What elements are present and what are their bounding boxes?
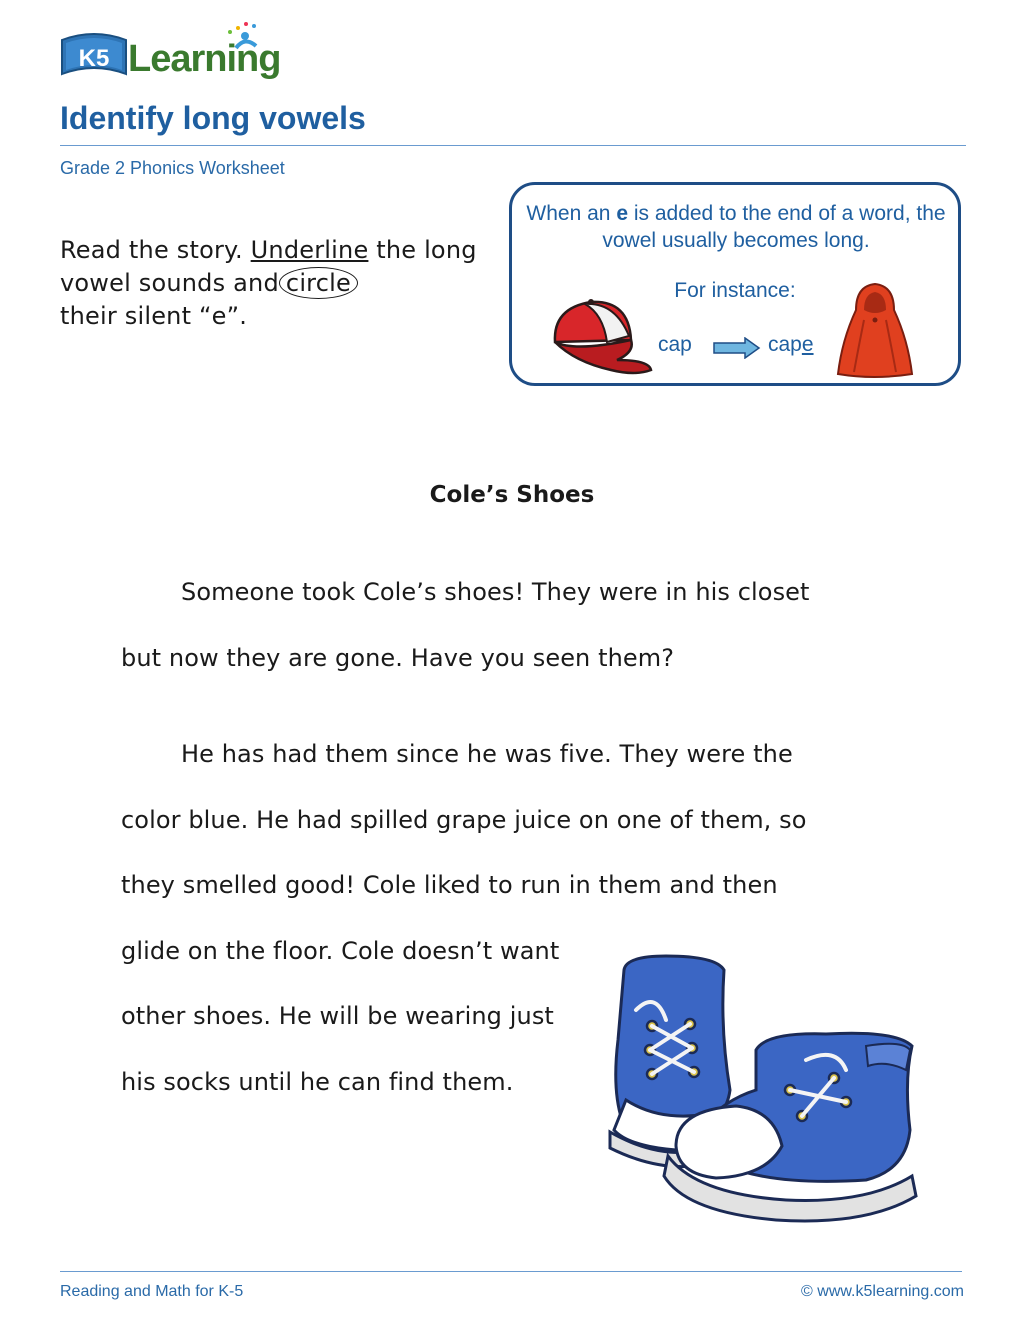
story-line: other shoes. He will be wearing just	[121, 1002, 554, 1030]
page-subtitle: Grade 2 Phonics Worksheet	[60, 158, 285, 178]
instructions-circle-word: circle	[279, 267, 358, 299]
story-line: they smelled good! Cole liked to run in them and then	[121, 871, 778, 899]
story-line: glide on the floor. Cole doesn’t want	[121, 937, 560, 965]
example-word-cape	[768, 333, 814, 357]
right-arrow-icon	[713, 337, 761, 359]
instructions-text-2: the long vowel sounds and	[60, 236, 477, 297]
story-line: his socks until he can find them.	[121, 1068, 514, 1096]
instructions	[60, 234, 480, 333]
rule-text-end: is added to the end of a word, the vowel usually becomes long.	[602, 202, 946, 252]
story-title: Cole’s Shoes	[429, 482, 595, 508]
title-divider	[60, 145, 966, 146]
logo-text: Learning	[128, 38, 281, 80]
for-instance-label: For instance:	[674, 279, 796, 302]
rule-e-letter: e	[616, 202, 628, 225]
story-line: but now they are gone. Have you seen them?	[121, 644, 675, 672]
rule-text-start: When an	[526, 202, 617, 225]
story-line: He has had them since he was five. They were the	[181, 740, 793, 768]
logo-badge-text: K5	[78, 45, 110, 72]
example-word-cap: cap	[658, 333, 692, 356]
story-line: color blue. He had spilled grape juice on one of them, so	[121, 806, 807, 834]
footer-tagline: Reading and Math for K-5	[60, 1283, 244, 1300]
instructions-text-3: their silent “e”.	[60, 302, 248, 330]
example-word-cape-stem: cap	[768, 333, 802, 356]
rule-text	[524, 200, 948, 254]
blue-sneakers-icon	[606, 950, 924, 1226]
red-cap-icon	[545, 290, 655, 376]
instructions-text-1: Read the story.	[60, 236, 251, 264]
footer-website-link[interactable]: © www.k5learning.com	[801, 1283, 964, 1300]
instructions-underline-word: Underline	[250, 236, 369, 264]
story-line: Someone took Cole’s shoes! They were in his closet	[181, 578, 810, 606]
page-title: Identify long vowels	[60, 100, 366, 136]
example-word-cape-e: e	[801, 333, 814, 356]
red-cloak-icon	[834, 280, 916, 380]
footer-divider	[60, 1271, 962, 1272]
k5-learning-logo	[60, 18, 290, 82]
